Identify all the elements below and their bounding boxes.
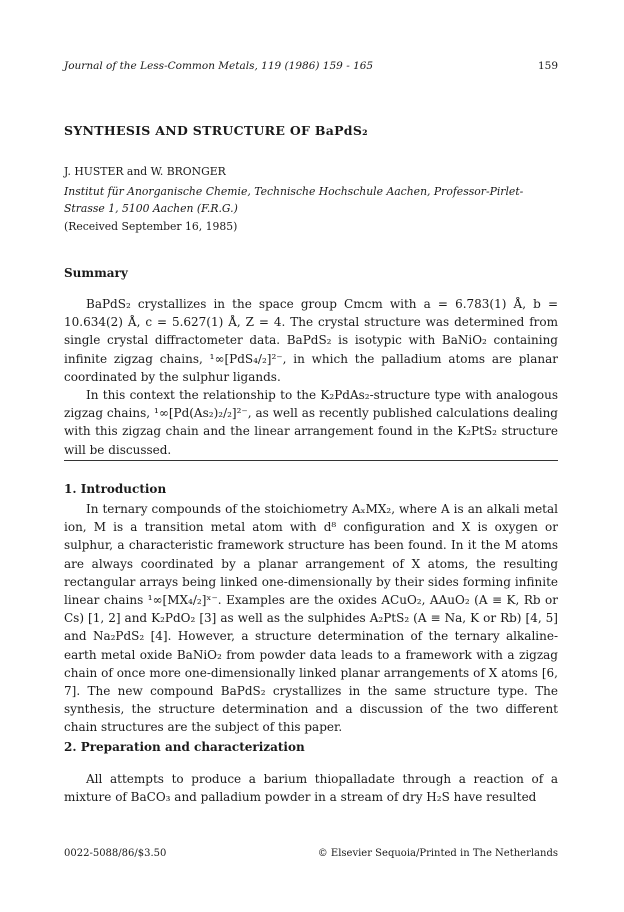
journal-citation: Journal of the Less-Common Metals, 119 (1986) 159 - 165: [64, 60, 374, 72]
summary-block: [64, 295, 558, 459]
paper-page: [64, 0, 558, 912]
received-date: (Received September 16, 1985): [64, 220, 238, 233]
running-header: [64, 60, 558, 72]
introduction-paragraph: In ternary compounds of the stoichiometry AₓMX₂, where A is an alkali metal ion, M is a transition metal atom with d⁸ configuration and X is oxygen or sulphur, a characteristic framework structure has been found. In it the M atoms are always coordinated by a planar arrangement of X atoms, the resulting rectangular arrays being linked one-dimensionally by their sides forming infinite linear chains ¹∞[MX₄/₂]ˣ⁻. Examples are the oxides ACuO₂, AAuO₂ (A ≡ K, Rb or Cs) [1, 2] and K₂PdO₂ [3] as well as the sulphides A₂PtS₂ (A ≡ Na, K or Rb) [4, 5] and Na₂PdS₂ [4]. However, a structure determination of the ternary alkaline-earth metal oxide BaNiO₂ from powder data leads to a framework with a zigzag chain of once more one-dimensionally linked planar arrangements of X atoms [6, 7]. The new compound BaPdS₂ crystallizes in the same structure type. The synthesis, the structure determination and a discussion of the two different chain structures are the subject of this paper.: [64, 502, 558, 735]
authors: J. HUSTER and W. BRONGER: [64, 165, 226, 178]
affiliation: Institut für Anorganische Chemie, Technische Hochschule Aachen, Professor-Pirlet-Strasse 1, 5100 Aachen (F.R.G.): [64, 185, 524, 215]
issn-price-code: 0022-5088/86/$3.50: [64, 848, 167, 859]
article-title: SYNTHESIS AND STRUCTURE OF BaPdS₂: [64, 123, 368, 138]
introduction-heading: 1. Introduction: [64, 482, 167, 496]
preparation-paragraph: All attempts to produce a barium thiopalladate through a reaction of a mixture of BaCO₃ and palladium powder in a stream of dry H₂S have resulted: [64, 772, 558, 805]
summary-paragraph-1: BaPdS₂ crystallizes in the space group Cmcm with a = 6.783(1) Å, b = 10.634(2) Å, c = 5.627(1) Å, Z = 4. The crystal structure was determined from single crystal diffractometer data. BaPdS₂ is isotypic with BaNiO₂ containing infinite zigzag chains, ¹∞[PdS₄/₂]²⁻, in which the palladium atoms are planar coordinated by the sulphur ligands.: [64, 297, 558, 384]
copyright-notice: © Elsevier Sequoia/Printed in The Netherlands: [317, 848, 558, 859]
preparation-heading: 2. Preparation and characterization: [64, 740, 305, 754]
summary-paragraph-2: In this context the relationship to the K₂PdAs₂-structure type with analogous zigzag chains, ¹∞[Pd(As₂)₂/₂]²⁻, as well as recently published calculations dealing with this zigzag chain and the linear arrangement found in the K₂PtS₂ structure will be discussed.: [64, 388, 558, 457]
summary-heading: Summary: [64, 266, 128, 280]
page-number: 159: [537, 60, 558, 72]
section-divider: [64, 460, 558, 461]
page-footer: [64, 848, 558, 859]
